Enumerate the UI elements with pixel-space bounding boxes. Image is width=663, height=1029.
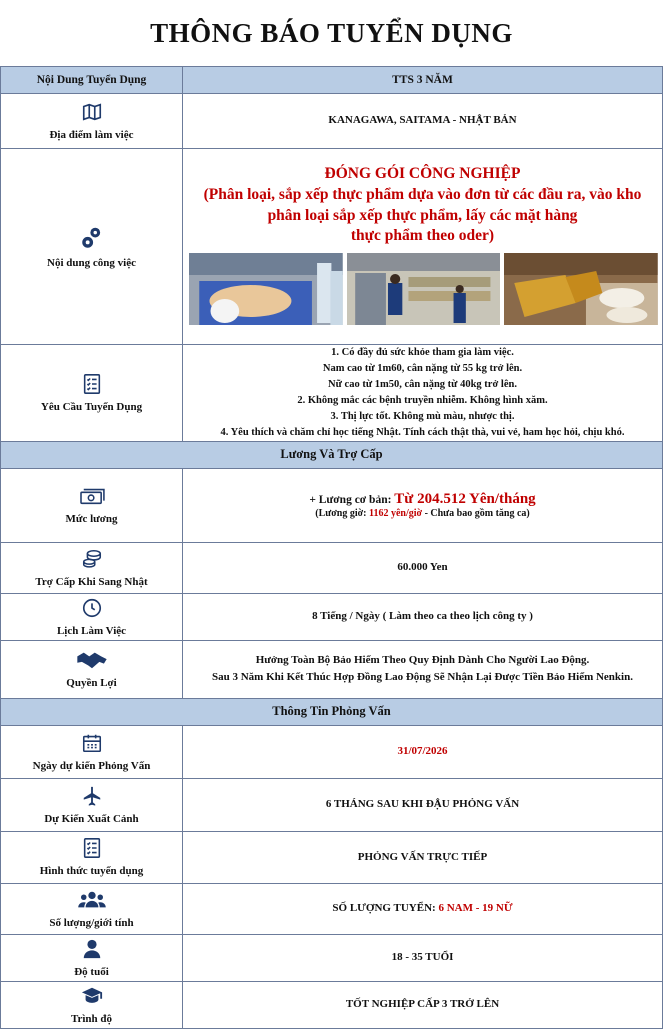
education-label: Trình độ: [70, 1012, 113, 1025]
job-desc-line1: (Phân loại, sắp xếp thực phẩm dựa vào đơn từ các đầu ra, vào kho: [203, 185, 642, 203]
age-label: Độ tuổi: [74, 965, 109, 978]
row-requirements: [1, 345, 663, 442]
education-value: TỐT NGHIỆP CẤP 3 TRỞ LÊN: [183, 981, 663, 1028]
row-quantity: [1, 883, 663, 934]
departure-label: Dự Kiến Xuất Cảnh: [44, 812, 139, 825]
photo-warehouse: [347, 253, 501, 325]
money-icon: [77, 485, 107, 507]
job-desc-line3: thực phẩm theo oder): [350, 227, 495, 245]
job-title: [189, 164, 656, 248]
form-value: PHỎNG VẤN TRỰC TIẾP: [183, 831, 663, 883]
allowance-label: Trợ Cấp Khi Sang Nhật: [35, 575, 148, 588]
quantity-prefix: SỐ LƯỢNG TUYỂN:: [332, 902, 439, 915]
handshake-icon: [75, 649, 109, 671]
requirement-item: Nữ cao từ 1m50, cân nặng từ 40kg trở lên.: [328, 378, 517, 390]
requirement-item: 4. Yêu thích và chăm chỉ học tiếng Nhật. Tính cách thật thà, vui vẻ, ham học hỏi, chịu khó.: [220, 426, 625, 438]
row-location: [1, 94, 663, 149]
table-header-row: [1, 67, 663, 94]
photo-food-boxes: [504, 253, 658, 325]
salary-from: Từ: [394, 491, 418, 508]
row-education: [1, 981, 663, 1028]
hourly-prefix: (Lương giờ:: [315, 508, 370, 520]
salary-label: Mức lương: [65, 513, 118, 526]
job-photos: [189, 253, 658, 325]
airplane-icon: [81, 785, 103, 807]
checklist-icon: [81, 373, 103, 395]
quantity-value: [183, 883, 663, 934]
clock-icon: [81, 597, 103, 619]
row-job: [1, 149, 663, 345]
row-departure: [1, 778, 663, 831]
section-interview-title: Thông Tin Phỏng Vấn: [1, 698, 663, 725]
coins-icon: [81, 548, 103, 570]
section-salary-row: [1, 441, 663, 468]
salary-prefix: + Lương cơ bản:: [309, 494, 395, 507]
job-desc-line2: phân loại sắp xếp thực phẩm, lấy các mặt hàng: [267, 206, 578, 224]
departure-value: 6 THÁNG SAU KHI ĐẬU PHỎNG VẤN: [183, 778, 663, 831]
form-label: Hình thức tuyển dụng: [39, 865, 144, 878]
recruitment-table: [0, 66, 663, 1029]
row-salary: [1, 468, 663, 542]
section-interview-row: [1, 698, 663, 725]
schedule-value: 8 Tiếng / Ngày ( Làm theo ca theo lịch công ty ): [183, 593, 663, 640]
row-interview-date: [1, 725, 663, 778]
header-content-label: Nội Dung Tuyển Dụng: [1, 67, 183, 94]
row-allowance: [1, 542, 663, 593]
benefits-value: [183, 640, 663, 698]
section-salary-title: Lương Và Trợ Cấp: [1, 441, 663, 468]
group-icon: [77, 889, 107, 911]
salary-value: [183, 468, 663, 542]
requirements-list: [183, 345, 663, 442]
photo-food-packing: [189, 253, 343, 325]
gears-icon: [79, 225, 105, 251]
graduation-icon: [81, 985, 103, 1007]
quantity-count: 6 NAM - 19 NỮ: [438, 902, 513, 915]
requirement-item: 3. Thị lực tốt. Không mù màu, nhược thị.: [330, 410, 515, 422]
row-age: [1, 934, 663, 981]
row-schedule: [1, 593, 663, 640]
job-title-main: ĐÓNG GÓI CÔNG NGHIỆP: [324, 164, 521, 182]
quantity-label: Số lượng/giới tính: [49, 916, 134, 929]
requirement-item: 2. Không mắc các bệnh truyền nhiễm. Không hình xăm.: [297, 394, 548, 406]
salary-amount: 204.512 Yên/tháng: [417, 491, 536, 508]
hourly-suffix: - Chưa bao gồm tăng ca): [422, 508, 530, 520]
allowance-value: 60.000 Yen: [183, 542, 663, 593]
row-benefits: [1, 640, 663, 698]
row-form: [1, 831, 663, 883]
page-title: THÔNG BÁO TUYỂN DỤNG: [150, 17, 513, 48]
benefit-line: Sau 3 Năm Khi Kết Thúc Hợp Đồng Lao Động Sẽ Nhận Lại Được Tiền Bảo Hiểm Nenkin.: [212, 671, 633, 684]
calendar-icon: [81, 732, 103, 754]
location-label: Địa điểm làm việc: [49, 129, 134, 141]
location-value: KANAGAWA, SAITAMA - NHẬT BẢN: [183, 94, 663, 149]
requirements-label: Yêu Cầu Tuyển Dụng: [40, 400, 143, 413]
age-value: 18 - 35 TUỔI: [183, 934, 663, 981]
schedule-label: Lịch Làm Việc: [56, 624, 127, 637]
hourly-wage: 1162 yên/giờ: [369, 508, 423, 520]
requirement-item: 1. Có đầy đủ sức khỏe tham gia làm việc.: [331, 347, 514, 358]
job-label: Nội dung công việc: [47, 256, 136, 269]
checklist-icon: [81, 837, 103, 859]
header-program: TTS 3 NĂM: [183, 67, 663, 94]
person-icon: [81, 938, 103, 960]
requirement-item: Nam cao từ 1m60, cân nặng từ 55 kg trở lên.: [322, 362, 523, 374]
interview-date-value: 31/07/2026: [183, 725, 663, 778]
map-icon: [81, 101, 103, 123]
benefits-label: Quyền Lợi: [66, 677, 117, 690]
benefit-line: Hưởng Toàn Bộ Bảo Hiểm Theo Quy Định Dành Cho Người Lao Động.: [255, 654, 590, 667]
interview-date-label: Ngày dự kiến Phỏng Vấn: [32, 759, 151, 772]
